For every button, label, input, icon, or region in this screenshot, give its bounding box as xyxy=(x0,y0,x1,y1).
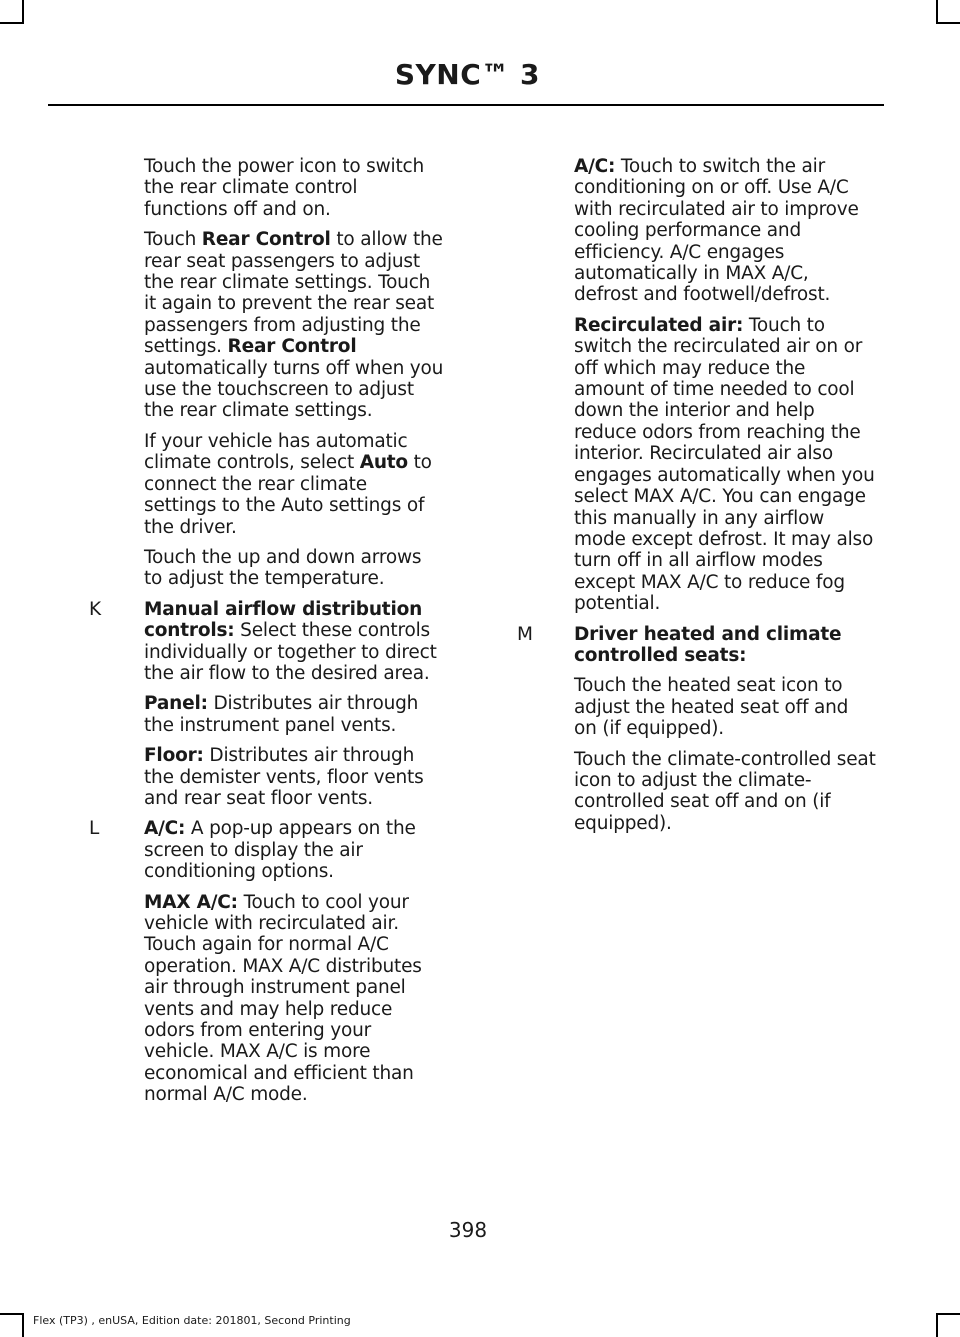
crop-mark-top-left-v xyxy=(22,0,24,24)
description-item xyxy=(144,156,444,590)
text-run: Touch to switch the air conditioning on or off. Use A/C with recirculated air to improve cooling performance and efficiency. A/C engages automatically in MAX A/C, defrost and footwell/defrost. xyxy=(574,156,859,306)
callout-key: M xyxy=(517,623,533,645)
body-paragraph xyxy=(144,693,444,736)
body-paragraph xyxy=(144,547,444,590)
body-paragraph xyxy=(574,156,876,306)
description-item xyxy=(574,156,876,615)
body-paragraph xyxy=(144,892,444,1106)
text-run: If your vehicle has automatic climate controls, select xyxy=(144,430,408,474)
text-run: Touch the climate-controlled seat icon to adjust the climate-controlled seat off and on (if equipped). xyxy=(574,748,876,834)
bold-term: Rear Control xyxy=(201,229,331,251)
text-run: Touch the up and down arrows to adjust the temperature. xyxy=(144,546,422,590)
page-header-title: SYNC™ 3 xyxy=(394,58,540,91)
text-run: Touch the power icon to switch the rear climate control functions off and on. xyxy=(144,156,425,220)
bold-term: Auto xyxy=(359,452,408,474)
callout-key: K xyxy=(89,598,101,620)
crop-mark-bottom-left-h xyxy=(0,1313,24,1315)
body-paragraph xyxy=(574,624,876,667)
bold-term: Recirculated air: xyxy=(574,314,744,336)
text-run: automatically turns off when you use the touchscreen to adjust the rear climate settings. xyxy=(144,357,444,422)
bold-term: A/C: xyxy=(144,818,186,840)
crop-mark-bottom-right-v xyxy=(936,1313,938,1337)
callout-item-l xyxy=(89,818,444,1106)
bold-term: Driver heated and climate controlled seats: xyxy=(574,623,842,666)
footer-edition-info: Flex (TP3) , enUSA, Edition date: 201801, Second Printing xyxy=(33,1314,351,1327)
body-paragraph xyxy=(574,315,876,615)
crop-mark-bottom-left-v xyxy=(22,1313,24,1337)
crop-mark-top-right-h xyxy=(936,22,960,24)
crop-mark-bottom-right-h xyxy=(936,1313,960,1315)
left-column xyxy=(89,156,444,1115)
body-paragraph xyxy=(144,229,444,422)
text-run: A pop-up appears on the screen to display the air conditioning options. xyxy=(144,818,416,883)
page-number: 398 xyxy=(448,1218,488,1242)
bold-term: A/C: xyxy=(574,156,616,177)
text-run: Distributes air through the demister vents, floor vents and rear seat floor vents. xyxy=(144,745,424,809)
crop-mark-top-right-v xyxy=(936,0,938,24)
text-run: Distributes air through the instrument panel vents. xyxy=(144,693,419,736)
body-paragraph xyxy=(144,156,444,220)
crop-mark-top-left-h xyxy=(0,22,24,24)
callout-key: L xyxy=(89,818,100,840)
body-paragraph xyxy=(574,675,876,739)
text-run: to connect the rear climate settings to the Auto settings of the driver. xyxy=(144,452,432,538)
header-divider xyxy=(48,104,884,106)
body-paragraph xyxy=(144,431,444,538)
bold-term: Rear Control xyxy=(227,336,357,358)
bold-term: Manual airflow distribution controls: xyxy=(144,598,423,642)
bold-term: Floor: xyxy=(144,745,204,767)
text-run: Touch to cool your vehicle with recirculated air. Touch again for normal A/C operation. MAX A/C distributes air through instrument panel vents and may help reduce odors from entering your vehicle. MAX A/C is more economical and efficient than normal A/C mode. xyxy=(144,891,422,1106)
text-run: Touch xyxy=(144,229,202,251)
text-run: to allow the rear seat passengers to adjust the rear climate settings. Touch it again to prevent the rear seat passengers from adjusting the settings. xyxy=(144,229,443,358)
text-run: Touch to switch the recirculated air on or off which may reduce the amount of time needed to cool down the interior and help reduce odors from reaching the interior. Recirculated air also engages automatically when you select MAX A/C. You can engage this manually in any airflow mode except defrost. It may also turn off in all airflow modes except MAX A/C to reduce fog potential. xyxy=(574,314,875,615)
text-run: Select these controls individually or together to direct the air flow to the desired area. xyxy=(144,620,437,684)
body-paragraph xyxy=(574,749,876,835)
body-paragraph xyxy=(144,745,444,809)
right-column xyxy=(517,156,876,843)
text-run: Touch the heated seat icon to adjust the heated seat off and on (if equipped). xyxy=(574,675,849,740)
callout-item-m xyxy=(517,623,876,835)
body-paragraph xyxy=(144,599,444,685)
bold-term: MAX A/C: xyxy=(144,891,238,913)
callout-item-k xyxy=(89,598,444,810)
body-paragraph xyxy=(144,818,444,882)
bold-term: Panel: xyxy=(144,693,208,715)
